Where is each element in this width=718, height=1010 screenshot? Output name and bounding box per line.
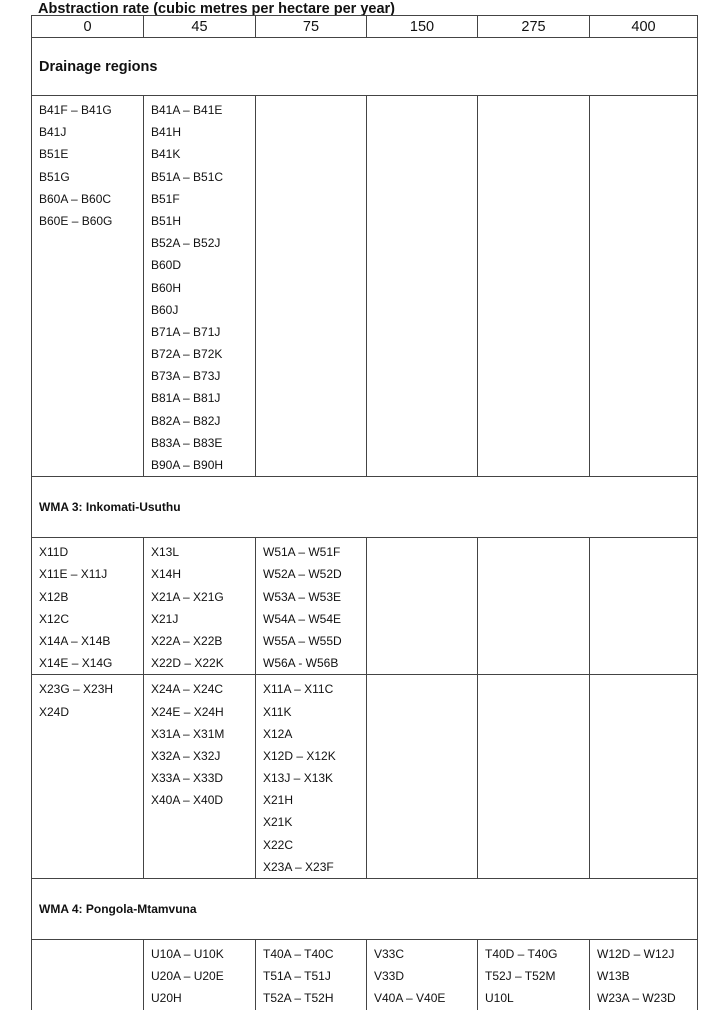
catchment-list [478, 96, 589, 99]
catchment-code: X14E – X14G [39, 656, 113, 671]
catchment-list [590, 96, 697, 99]
catchment-code: B73A – B73J [151, 369, 221, 384]
catchment-code: X14H [151, 567, 182, 582]
rate-header-cell: 0 [32, 16, 144, 38]
catchment-list [256, 96, 366, 99]
catchment-list [256, 675, 366, 878]
catchment-code: W12D – W12J [597, 947, 675, 961]
catchment-code: B82A – B82J [151, 413, 221, 428]
catchment-code: T51A – T51J [263, 969, 331, 984]
catchment-code: X22C [263, 837, 294, 852]
catchment-code: T40A – T40C [263, 947, 334, 961]
catchment-list [256, 538, 366, 674]
catchment-cell [144, 675, 256, 879]
catchment-code: B41F – B41G [39, 103, 112, 117]
section-title: Drainage regions [32, 38, 698, 96]
catchment-list [367, 675, 477, 678]
catchment-code: B60D [151, 258, 182, 273]
catchment-code: X14A – X14B [39, 633, 111, 648]
catchment-code: W53A – W53E [263, 589, 342, 604]
catchment-code: B52A – B52J [151, 236, 221, 251]
catchment-cell [478, 538, 590, 675]
catchment-cell [367, 940, 478, 1010]
catchment-code: W55A – W55D [263, 633, 342, 648]
catchment-list [144, 538, 255, 674]
catchment-cell [590, 96, 698, 477]
section-header-row [32, 879, 698, 940]
catchment-code: V33D [374, 969, 405, 984]
catchment-code: T52J – T52M [485, 969, 556, 984]
catchment-code: X22D – X22K [151, 656, 224, 671]
catchment-code: X21J [151, 611, 179, 626]
catchment-list [367, 96, 477, 99]
section-header-row [32, 38, 698, 96]
table-title: Abstraction rate (cubic metres per hectare per year) [38, 1, 395, 17]
catchment-cell [32, 940, 144, 1010]
catchment-cell [590, 675, 698, 879]
catchment-code: X24A – X24C [151, 682, 224, 697]
catchment-code: T52A – T52H [263, 991, 334, 1006]
catchment-cell [367, 675, 478, 879]
catchment-code: B90A – B90H [151, 458, 224, 472]
catchment-code: X33A – X33D [151, 771, 224, 786]
catchment-code: X24D [39, 704, 70, 719]
catchment-code: X11A – X11C [263, 682, 334, 697]
catchment-code: X24E – X24H [151, 704, 224, 719]
catchment-code: X12C [39, 611, 70, 626]
catchment-cell [367, 538, 478, 675]
catchment-code: T40D – T40G [485, 947, 558, 961]
catchment-code: X21A – X21G [151, 589, 224, 604]
catchment-cell [478, 675, 590, 879]
catchment-code: B41A – B41E [151, 103, 223, 117]
catchment-code: B60H [151, 280, 182, 295]
catchment-code: X32A – X32J [151, 748, 221, 763]
catchment-list [144, 96, 255, 476]
catchment-list [32, 940, 143, 943]
catchment-code: B51H [151, 213, 182, 228]
catchment-code: W56A - W56B [263, 656, 339, 671]
rate-header-cell: 150 [367, 16, 478, 38]
rate-header-cell: 400 [590, 16, 698, 38]
catchment-cell [478, 96, 590, 477]
catchment-code: B51A – B51C [151, 169, 224, 184]
catchment-code: U20A – U20E [151, 969, 224, 984]
catchment-code: X23G – X23H [39, 682, 114, 697]
catchment-list [144, 940, 255, 1010]
section-title: WMA 4: Pongola-Mtamvuna [32, 879, 698, 940]
catchment-code: W52A – W52D [263, 567, 342, 582]
catchment-cell [256, 538, 367, 675]
table-row [32, 940, 698, 1010]
catchment-code: X21K [263, 815, 293, 830]
catchment-code: B71A – B71J [151, 324, 221, 339]
catchment-code: X23A – X23F [263, 859, 334, 874]
catchment-code: B81A – B81J [151, 391, 221, 406]
rate-header-row [32, 16, 698, 38]
catchment-code: B51E [39, 147, 69, 162]
catchment-code: B60A – B60C [39, 191, 112, 206]
catchment-code: B41K [151, 147, 181, 162]
catchment-list [367, 940, 477, 1010]
catchment-code: X11E – X11J [39, 567, 108, 582]
catchment-list [478, 538, 589, 541]
catchment-code: X11K [263, 704, 292, 719]
catchment-cell [478, 940, 590, 1010]
catchment-list [144, 675, 255, 811]
catchment-code: W23A – W23D [597, 991, 676, 1006]
catchment-code: X21H [263, 793, 294, 808]
catchment-list [590, 538, 697, 541]
catchment-list [32, 96, 143, 232]
catchment-code: X40A – X40D [151, 793, 224, 808]
catchment-cell [256, 96, 367, 477]
catchment-code: B51G [39, 169, 70, 184]
rate-header-cell: 75 [256, 16, 367, 38]
catchment-code: X11D [39, 545, 69, 560]
catchment-code: X12D – X12K [263, 748, 336, 763]
catchment-code: B60J [151, 302, 179, 317]
catchment-list [367, 538, 477, 541]
catchment-cell [367, 96, 478, 477]
catchment-cell [144, 940, 256, 1010]
catchment-code: V33C [374, 947, 405, 961]
catchment-cell [256, 940, 367, 1010]
catchment-code: B83A – B83E [151, 435, 223, 450]
catchment-list [590, 675, 697, 678]
catchment-code: X31A – X31M [151, 726, 225, 741]
catchment-code: X13J – X13K [263, 771, 334, 786]
catchment-code: U10L [485, 991, 514, 1006]
catchment-code: V40A – V40E [374, 991, 446, 1006]
catchment-list [256, 940, 366, 1010]
catchment-code: B60E – B60G [39, 213, 113, 228]
catchment-code: W54A – W54E [263, 611, 342, 626]
table-row [32, 538, 698, 675]
catchment-cell [32, 96, 144, 477]
catchment-cell [256, 675, 367, 879]
catchment-cell [144, 538, 256, 675]
table-row [32, 96, 698, 477]
catchment-code: W51A – W51F [263, 545, 341, 560]
catchment-code: W13B [597, 969, 630, 984]
catchment-list [32, 675, 143, 722]
catchment-list [478, 675, 589, 678]
catchment-code: U10A – U10K [151, 947, 224, 961]
catchment-code: X12A [263, 726, 293, 741]
catchment-list [32, 538, 143, 674]
catchment-code: X22A – X22B [151, 633, 223, 648]
catchment-code: B51F [151, 191, 180, 206]
table-body [32, 16, 698, 1010]
catchment-list [590, 940, 697, 1010]
catchment-cell [144, 96, 256, 477]
catchment-cell [590, 940, 698, 1010]
catchment-cell [32, 675, 144, 879]
catchment-code: B41H [151, 125, 182, 140]
rate-header-cell: 45 [144, 16, 256, 38]
catchment-code: X12B [39, 589, 69, 604]
catchment-code: U20H [151, 991, 182, 1006]
table-row [32, 675, 698, 879]
catchment-code: X13L [151, 545, 180, 560]
section-title: WMA 3: Inkomati-Usuthu [32, 477, 698, 538]
catchment-cell [32, 538, 144, 675]
catchment-code: B72A – B72K [151, 347, 223, 362]
abstraction-rate-table [31, 15, 698, 1010]
section-header-row [32, 477, 698, 538]
catchment-cell [590, 538, 698, 675]
catchment-code: B41J [39, 125, 67, 140]
rate-header-cell: 275 [478, 16, 590, 38]
catchment-list [478, 940, 589, 1010]
